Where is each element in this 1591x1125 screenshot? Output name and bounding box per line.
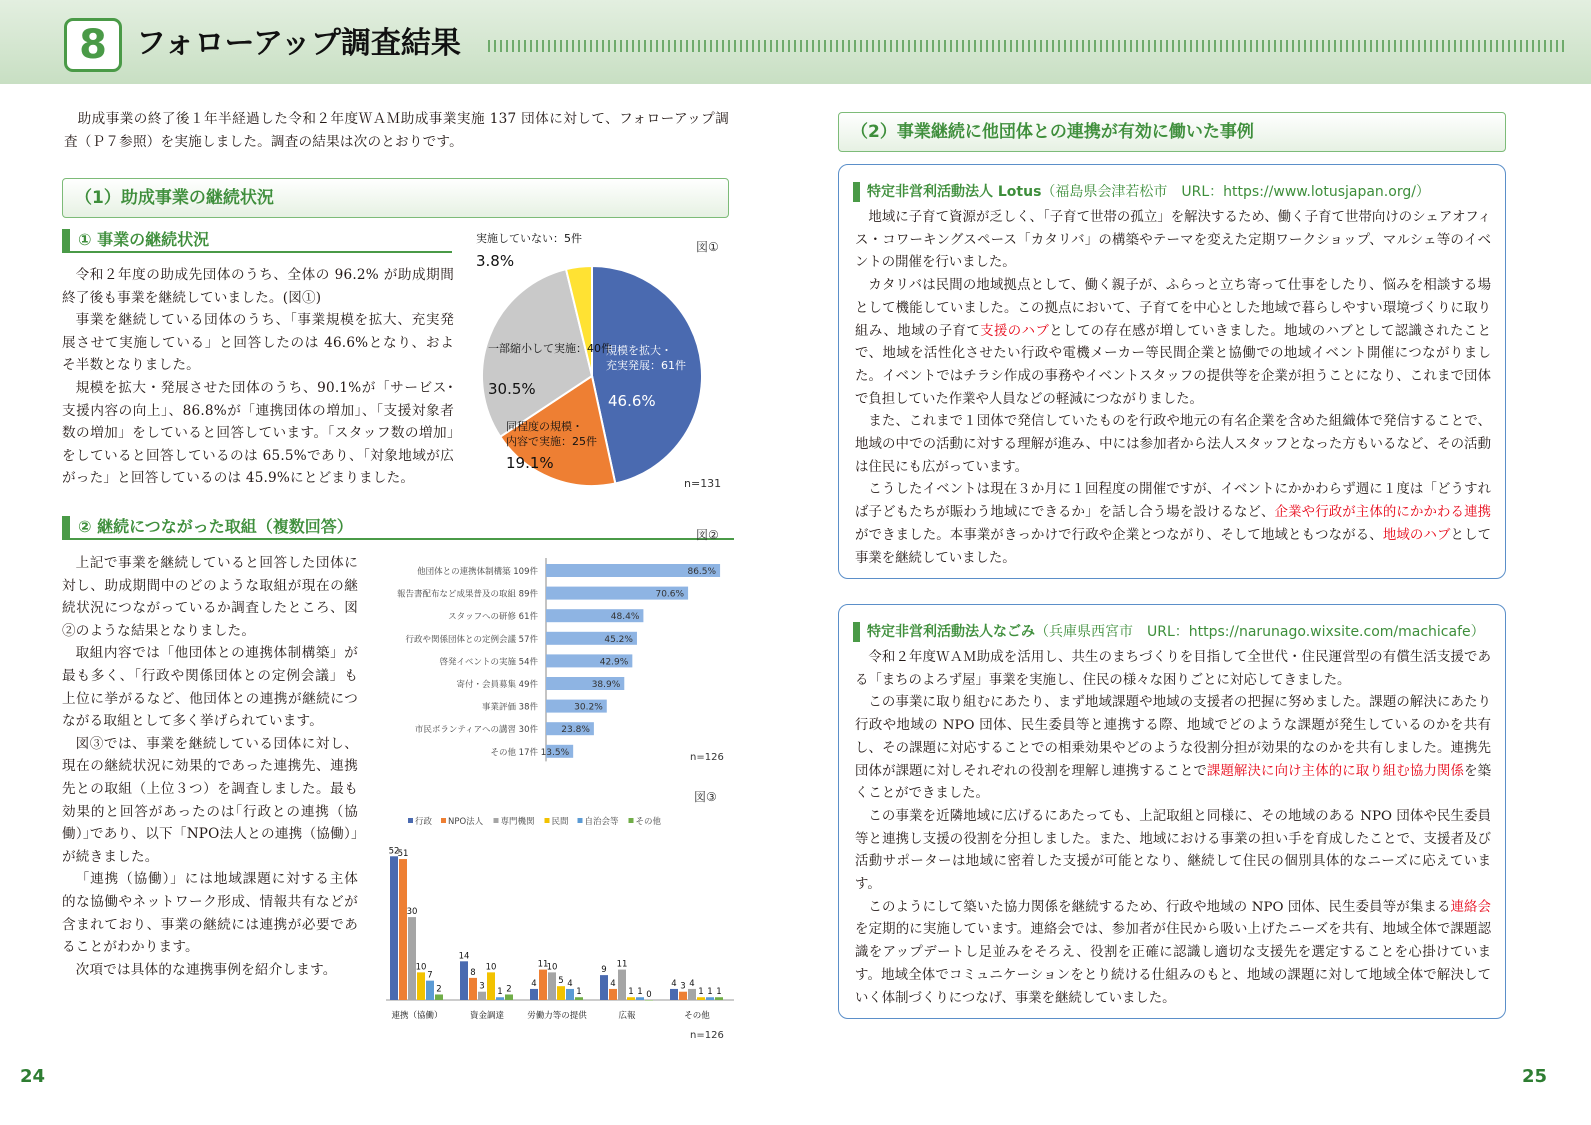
paragraph: 令和２年度の助成先団体のうち、全体の 96.2% が助成期間終了後も事業を継続していました。(図①) — [62, 267, 454, 306]
vbar-value-label: 1 — [637, 987, 643, 998]
vbar-value-label: 2 — [506, 984, 512, 995]
vbar-value-label: 0 — [646, 990, 652, 1000]
hbar-value-label: 42.9% — [599, 657, 629, 668]
vbar-value-label: 1 — [497, 987, 503, 998]
pie-svg — [462, 228, 734, 500]
hbar-category: 啓発イベントの実施 54件 — [439, 657, 538, 668]
vbar-bar — [530, 989, 538, 1000]
case1-title: 特定非営利活動法人 Lotus（福島県会津若松市 URL：https://www.lotusjapan.org/） — [853, 182, 1430, 202]
text-run: 地域に子育て資源が乏しく、「子育て世帯の孤立」を解決するため、働く子育て世帯向けのシェアオフィス・コワーキングスペース「カタリバ」の構築やテーマを変えた定期ワークショップ、マルシェ等のイベントの開催を行いました。 — [855, 210, 1491, 271]
paragraph: 取組内容では「他団体との連携体制構築」が最も多く、「行政や関係団体との定例会議」も上位に挙がるなど、他団体との連携が継続につながる取組として多く挙げられています。 — [62, 645, 358, 730]
figure1-pie-chart — [462, 228, 734, 500]
vbar-value-label: 1 — [716, 987, 722, 998]
legend-label: 民間 — [551, 817, 569, 827]
figure3-column-chart — [380, 788, 734, 1044]
vbar-value-label: 30 — [406, 907, 418, 918]
legend-label: NPO法人 — [448, 817, 484, 827]
vbar-value-label: 51 — [397, 849, 409, 860]
legend-swatch — [408, 818, 413, 823]
hbar-value-label: 86.5% — [687, 567, 717, 577]
paragraph: 次項では具体的な連携事例を紹介します。 — [75, 961, 337, 978]
vbar-bar — [426, 981, 434, 1000]
highlight-text: 支援のハブ — [980, 323, 1050, 339]
vbar-value-label: 10 — [415, 962, 427, 973]
legend-label: その他 — [635, 817, 662, 827]
vbar-bar — [706, 997, 714, 1000]
vbar-value-label: 4 — [689, 978, 695, 989]
vbar-value-label: 1 — [707, 987, 713, 998]
highlight-text: 企業や行政が主体的にかかわる連携 — [1274, 505, 1492, 521]
hbar-value-label: 45.2% — [604, 634, 633, 645]
intro-text: 助成事業の終了後１年半経過した令和２年度ＷＡＭ助成事業実施 137 団体に対して、フォローアップ調査（Ｐ７参照）を実施しました。調査の結果は次のとおりです。 — [64, 111, 729, 150]
vbar-value-label: 14 — [458, 951, 470, 962]
legend-label: 行政 — [415, 817, 433, 827]
vbar-bar — [679, 992, 687, 1000]
vbar-value-label: 4 — [567, 978, 573, 989]
sub2-heading: ② 継続につながった取組（複数回答） — [62, 516, 734, 540]
label-line: 規模を拡大・ — [606, 344, 672, 357]
vbar-value-label: 1 — [628, 987, 634, 998]
text-run: としての存在感が増していきました。地域のハブとして認識されたことで、地域を活性化させたい行政や電機メーカー等民間企業と協働での地域イベント開催につながりました。イベントではチラシ作成の事務やイベントスタッフの提供等を企業が担うことになり、これまで団体で負担していた作業や人員などの軽減につながりました。 — [855, 323, 1492, 407]
section2-heading: （2）事業継続に他団体との連携が有効に働いた事例 — [838, 112, 1506, 152]
hbar-category: 行政や関係団体との定例会議 57件 — [405, 634, 538, 645]
chapter-number: 8 — [64, 18, 122, 72]
vbar-bar — [469, 978, 477, 1000]
figure2-n-label: n=126 — [690, 752, 724, 763]
paragraph: 「連携（協働）」には地域課題に対する主体的な協働やネットワーク形成、情報共有などが含まれており、事業の継続には連携が必要であることがわかります。 — [62, 871, 358, 956]
vbar-svg — [380, 788, 734, 1044]
vbar-category: 広報 — [618, 1011, 636, 1021]
vbar-value-label: 10 — [485, 962, 497, 973]
vbar-bar — [435, 994, 443, 1000]
sub1-heading: ① 事業の継続状況 — [62, 229, 452, 253]
vbar-value-label: 1 — [698, 987, 704, 998]
vbar-bar — [697, 997, 705, 1000]
header-dotted-rule — [488, 40, 1568, 52]
highlight-text: 連絡会 — [1450, 899, 1491, 915]
case2-title: 特定非営利活動法人なごみ（兵庫県西宮市 URL：https://narunago.wixsite.com/machicafe） — [853, 622, 1485, 642]
vbar-bar — [609, 989, 617, 1000]
paragraph: 上記で事業を継続していると回答した団体に対し、助成期間中のどのような取組が現在の継続状況につながっているか調査したところ、図②のような結果となりました。 — [62, 555, 358, 639]
vbar-value-label: 8 — [470, 967, 476, 978]
vbar-bar — [670, 989, 678, 1000]
text-run: として事業を継続していました。 — [855, 527, 1492, 566]
pie-slice-percent: 19.1% — [506, 454, 554, 472]
text-run: また、これまで１団体で発信していたものを行政や地元の有名企業を含めた組織体で発信することで、地域の中での活動に対する理解が進み、中には参加者から法人スタッフとなった方もいるなど、その活動は住民にも広がっています。 — [855, 414, 1491, 475]
vbar-bar — [645, 1000, 653, 1001]
vbar-value-label: 4 — [531, 978, 537, 989]
paragraph — [855, 479, 1491, 570]
hbar-category: スタッフへの研修 61件 — [448, 612, 538, 623]
figure3-n-label: n=126 — [690, 1030, 724, 1041]
figure3-label: 図③ — [694, 790, 717, 804]
vbar-bar — [688, 989, 696, 1000]
vbar-bar — [505, 994, 513, 1000]
vbar-value-label: 3 — [479, 981, 485, 992]
page-number-right: 25 — [1522, 1066, 1548, 1087]
pie-slice-percent: 30.5% — [488, 380, 536, 398]
legend-swatch — [629, 818, 634, 823]
vbar-bar — [487, 972, 495, 1000]
vbar-value-label: 7 — [427, 970, 433, 981]
vbar-bar — [539, 970, 547, 1000]
hbar-value-label: 13.5% — [540, 747, 570, 758]
vbar-category: 労働力等の提供 — [527, 1011, 587, 1021]
legend-swatch — [494, 818, 499, 823]
hbar-value-label: 70.6% — [655, 589, 685, 600]
vbar-bar — [399, 859, 407, 1000]
sub1-body — [62, 264, 454, 490]
label-line: 充実発展：61件 — [606, 359, 686, 372]
vbar-value-label: 9 — [601, 965, 607, 976]
vbar-value-label: 52 — [388, 846, 400, 857]
figure1-n-label: n=131 — [684, 477, 722, 490]
section1-heading: （1）助成事業の継続状況 — [62, 178, 729, 218]
page-number-left: 24 — [20, 1066, 46, 1087]
paragraph — [855, 207, 1491, 275]
vbar-category: 資金調達 — [469, 1011, 505, 1021]
paragraph — [855, 897, 1491, 1011]
figure1-label: 図① — [696, 240, 719, 254]
label-line: 一部縮小して実施：40件 — [488, 342, 612, 355]
vbar-bar — [566, 989, 574, 1000]
case-box-lotus — [838, 164, 1506, 579]
highlight-text: 地域のハブ — [1382, 527, 1451, 543]
hbar-value-label: 30.2% — [574, 702, 603, 713]
vbar-value-label: 4 — [610, 978, 616, 989]
vbar-value-label: 1 — [576, 987, 582, 998]
legend-label: 自治会等 — [584, 817, 619, 827]
paragraph — [855, 692, 1491, 806]
vbar-bar — [478, 992, 486, 1000]
pie-slice-label — [488, 341, 612, 355]
hbar-value-label: 23.8% — [561, 725, 590, 736]
hbar-category: 市民ボランティアへの講習 30件 — [414, 725, 538, 736]
pie-slice-percent: 3.8% — [476, 252, 515, 270]
vbar-bar — [575, 997, 583, 1000]
text-run: この事業を近隣地域に広げるにあたっても、上記取組と同様に、その地域のある NPO 団体や民生委員等と連携し支援の役割を分担しました。また、地域における事業の担い手を育成したことで、支援者及び活動サポーターは地域に密着した支援が可能となり、継続して住民の個別具体的なニーズに応えています。 — [855, 808, 1491, 893]
vbar-value-label: 11 — [537, 959, 549, 970]
vbar-value-label: 10 — [546, 962, 558, 973]
vbar-value-label: 2 — [436, 984, 442, 995]
text-run: こうしたイベントは現在３か月に１回程度の開催ですが、イベントにかかわらず週に１度は「どうすれば子どもたちが賑わう地域にできるか」を話し合う場を設けるなど、 — [855, 482, 1491, 521]
vbar-bar — [548, 972, 556, 1000]
pie-slice-label: 実施していない：5件 — [476, 232, 582, 245]
paragraph — [855, 806, 1491, 897]
highlight-text: 課題解決に向け主体的に取り組む協力関係 — [1206, 763, 1465, 779]
label-line: 内容で実施：25件 — [506, 435, 597, 448]
page-header-band — [0, 0, 1591, 84]
vbar-value-label: 4 — [671, 978, 677, 989]
paragraph — [855, 647, 1491, 692]
text-run: カタリバは民間の地域拠点として、働く親子が、ふらっと立ち寄って仕事をしたり、悩みを相談する場として機能していました。この拠点において、子育てを中心とした地域で暮らしやすい環境づくりに取り組み、地域の子育て — [855, 278, 1491, 339]
vbar-category: その他 — [684, 1011, 710, 1021]
paragraph — [855, 411, 1491, 479]
sub2-body — [62, 552, 358, 981]
vbar-bar — [390, 856, 398, 1000]
legend-label: 専門機関 — [500, 817, 535, 827]
case-box-nagomi — [838, 604, 1506, 1019]
vbar-bar — [636, 997, 644, 1000]
vbar-bar — [417, 972, 425, 1000]
figure2-bar-chart — [368, 522, 734, 768]
paragraph — [855, 275, 1491, 411]
text-run: このようにして築いた協力関係を継続するため、行政や地域の NPO 団体、民生委員等が集まる — [868, 899, 1451, 915]
legend-swatch — [578, 818, 583, 823]
legend-swatch — [441, 818, 446, 823]
legend-swatch — [545, 818, 550, 823]
hbar-category: 他団体との連携体制構築 109件 — [417, 567, 538, 577]
vbar-value-label: 11 — [616, 959, 628, 970]
figure2-label: 図② — [696, 528, 719, 542]
text-run: 令和２年度ＷＡＭ助成を活用し、共生のまちづくりを目指して全世代・住民運営型の有償生活支援である「まちのよろず屋」事業を実施し、住民の様々な困りごとに対応してきました。 — [855, 650, 1491, 688]
paragraph: 規模を拡大・発展させた団体のうち、90.1%が「サービス･支援内容の向上」、86.8%が「連携団体の増加」、「支援対象者数の増加」をしていると回答しています。「スタッフ数の増加」をしていると回答しているのは 65.5%であり、「対象地域が広がった」と回答しているのは 45.9%にとどまりました。 — [62, 379, 454, 487]
text-run: を定期的に実施しています。連絡会では、参加者が住民から吸い上げたニーズを共有、地域全体で課題認識をアップデートし足並みをそろえ、役割を正確に認識し適切な支援先を選定することを心掛けています。地域全体でコミュニケーションをとり続ける仕組みのもと、地域の課題に対して地域全体で解決していく体制づくりにつなげ、事業を継続していました。 — [855, 922, 1491, 1006]
hbar-svg — [368, 522, 734, 768]
hbar-value-label: 48.4% — [610, 612, 640, 623]
vbar-bar — [496, 997, 504, 1000]
vbar-bar — [618, 970, 626, 1000]
vbar-bar — [460, 961, 468, 1000]
hbar-value-label: 38.9% — [591, 680, 621, 690]
case1-body — [855, 207, 1491, 570]
vbar-bar — [627, 997, 635, 1000]
vbar-bar — [408, 917, 416, 1000]
hbar-category: 事業評価 38件 — [481, 702, 538, 713]
paragraph: 図③では、事業を継続している団体に対し、現在の継続状況に効果的であった連携先、連携先との取組（上位３つ）を調査しました。最も効果的と回答があったのは｢行政との連携（協働）｣であり、以下「NPO法人との連携（協働）」が続きました。 — [62, 735, 358, 865]
case2-body — [855, 647, 1491, 1010]
vbar-bar — [557, 986, 565, 1000]
vbar-bar — [715, 997, 723, 1000]
text-run: ができました。本事業がきっかけで行政や企業とつながり、そして地域ともつながる、 — [855, 527, 1383, 543]
vbar-category: 連携（協働） — [391, 1011, 443, 1021]
label-line: 同程度の規模・ — [506, 420, 583, 433]
hbar-category: その他 17件 — [490, 747, 538, 758]
vbar-value-label: 3 — [680, 981, 686, 992]
paragraph: 事業を継続している団体のうち、「事業規模を拡大、充実発展させて実施している」と回答したのは 46.6%となり、およそ半数となりました。 — [62, 312, 454, 374]
vbar-value-label: 5 — [558, 976, 564, 987]
vbar-bar — [600, 975, 608, 1000]
hbar-category: 報告書配布など成果普及の取組 89件 — [396, 589, 538, 600]
text-run: を築くことができました。 — [855, 763, 1492, 802]
pie-slice-percent: 46.6% — [608, 392, 656, 410]
text-run: この事業に取り組むにあたり、まず地域課題や地域の支援者の把握に努めました。課題の解決にあたり行政や地域の NPO 団体、民生委員等と連携する際、地域でどのような課題が発生しているのかを共有し、その課題に対応することでの相乗効果やどのような役割分担が効果的なのかを共有しました。連携先団体が課題に対しそれぞれの役割を理解し連携することで — [855, 695, 1491, 779]
hbar-category: 寄付・会員募集 49件 — [456, 680, 538, 690]
chapter-title: フォローアップ調査結果 — [136, 26, 461, 61]
